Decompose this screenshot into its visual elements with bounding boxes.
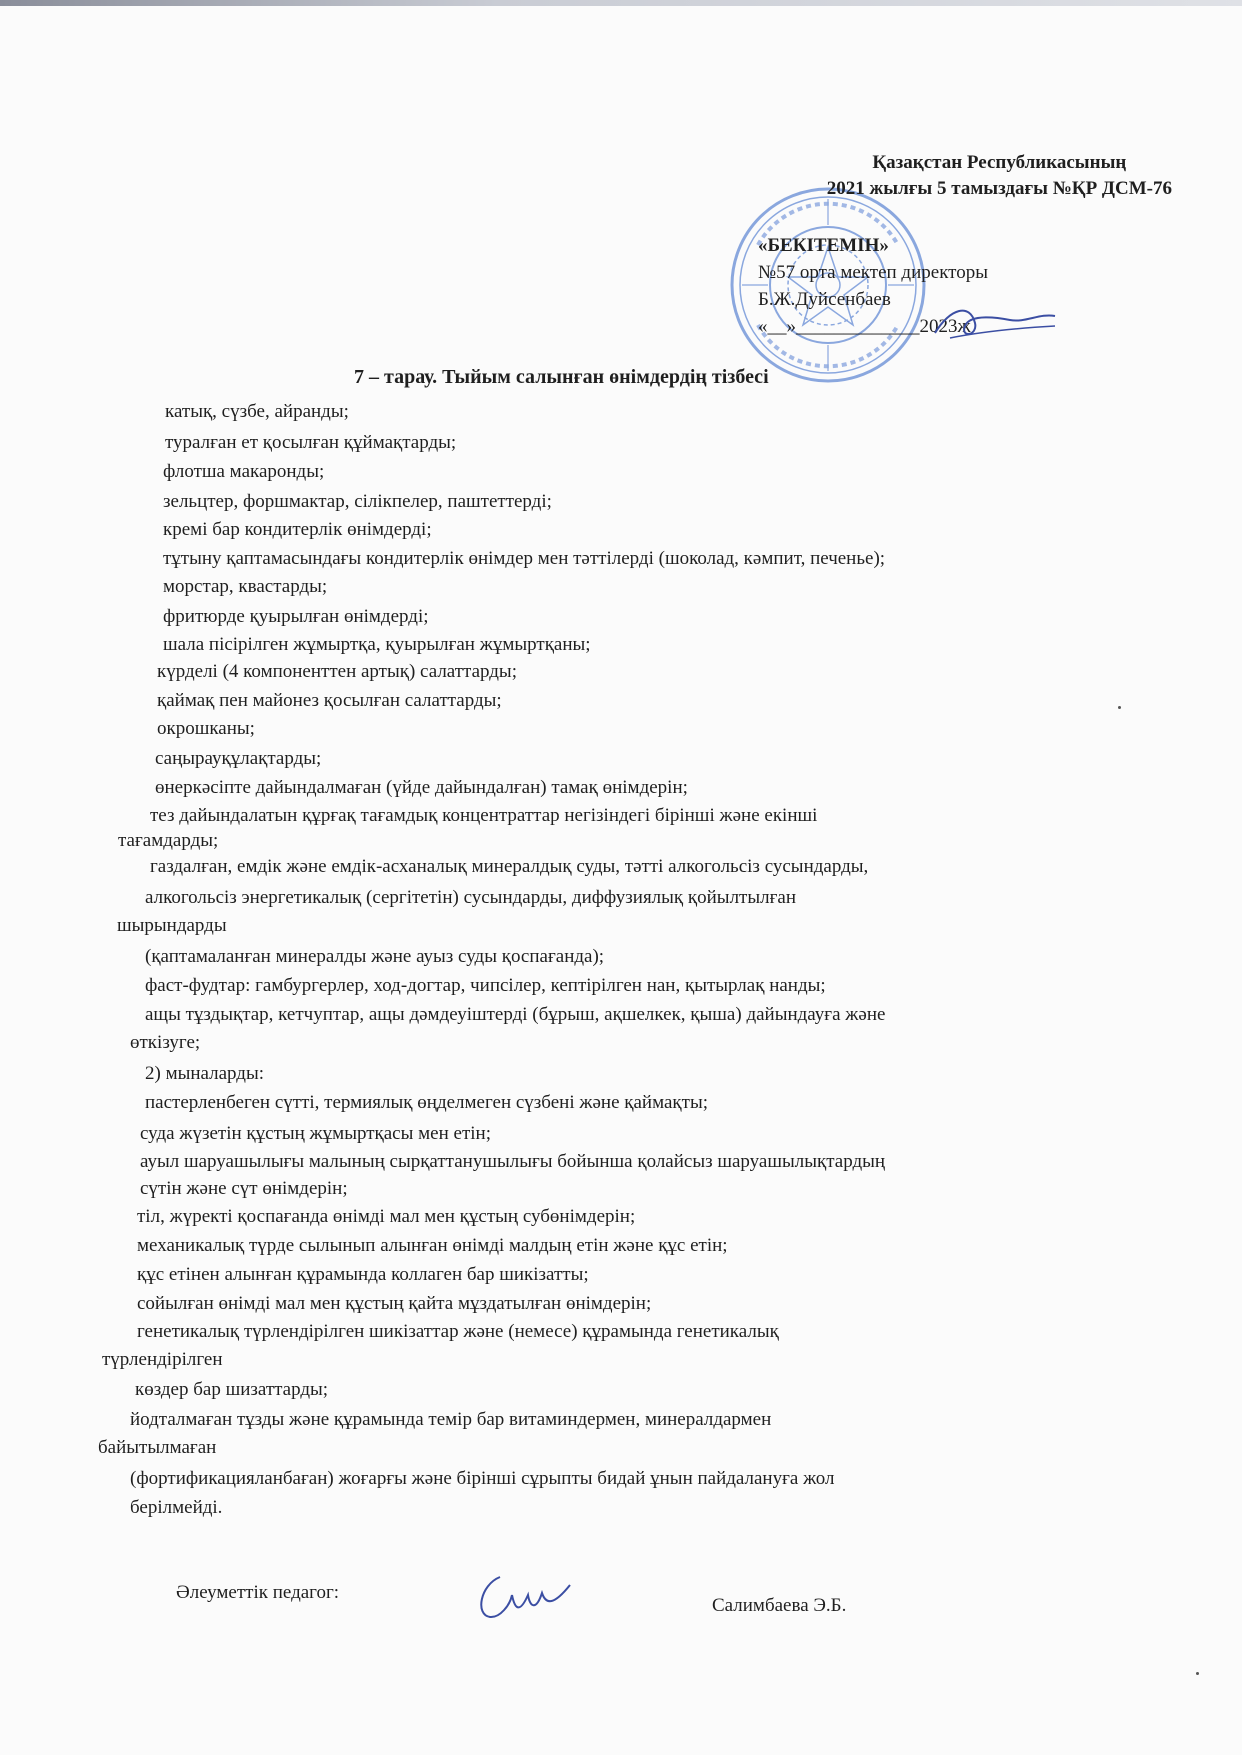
approval-director: №57 орта мектеп директоры [758, 262, 989, 283]
list-line: құс етінен алынған құрамында коллаген бар шикізатты; [137, 1264, 589, 1285]
list-line: 2) мыналарды: [145, 1063, 265, 1084]
list-line: фритюрде қуырылған өнімдерді; [163, 606, 429, 627]
list-line: алкогольсіз энергетикалық (сергітетін) сусындарды, диффузиялық қойылтылған [145, 887, 797, 908]
list-line: сойылған өнімді мал мен құстың қайта мұздатылған өнімдерін; [137, 1293, 652, 1314]
list-line: катық, сүзбе, айранды; [165, 401, 349, 422]
list-line: морстар, квастарды; [163, 576, 328, 597]
list-line: күрделі (4 компоненттен артық) салаттарды; [157, 661, 517, 682]
footer-name: Салимбаева Э.Б. [712, 1595, 847, 1616]
list-line: тағамдарды; [118, 830, 219, 851]
list-line: ащы тұздықтар, кетчуптар, ащы дәмдеуіштерді (бұрыш, ақшелкек, қыша) дайындауға және [145, 1004, 886, 1025]
list-line: сүтін және сүт өнімдерін; [140, 1178, 348, 1199]
pedagogue-signature [470, 1565, 580, 1625]
list-line: (фортификацияланбаған) жоғарғы және бірінші сұрыпты бидай ұнын пайдалануға жол [130, 1468, 835, 1489]
list-line: (қаптамаланған минералды және ауыз суды қоспағанда); [145, 946, 605, 967]
list-line: йодталмаған тұзды және құрамында темір бар витаминдермен, минералдармен [130, 1409, 772, 1430]
list-line: ауыл шаруашылығы малының сырқаттанушылығы бойынша қолайсыз шаруашылықтардың [140, 1151, 886, 1172]
approval-title: «БЕКІТЕМІН» [758, 235, 889, 256]
list-line: көздер бар шизаттарды; [135, 1379, 329, 1400]
list-line: қаймақ пен майонез қосылған салаттарды; [157, 690, 502, 711]
scan-speck [1118, 706, 1121, 709]
list-line: байытылмаған [98, 1437, 217, 1458]
header-line-1: Қазақстан Республикасының [872, 152, 1127, 173]
list-line: тұтыну қаптамасындағы кондитерлік өнімдер мен тәттілерді (шоколад, кәмпит, печенье); [163, 548, 886, 569]
list-line: суда жүзетін құстың жұмыртқасы мен етін; [140, 1123, 491, 1144]
director-signature [930, 298, 1060, 348]
list-line: шала пісірілген жұмыртқа, қуырылған жұмыртқаны; [163, 634, 591, 655]
list-line: пастерленбеген сүтті, термиялық өңделмеген сүзбені және қаймақты; [145, 1092, 709, 1113]
list-line: фаст-фудтар: гамбургерлер, ход-догтар, чипсілер, кептірілген нан, қытырлақ нанды; [145, 975, 826, 996]
list-line: зельцтер, форшмактар, сілікпелер, паштеттерді; [163, 491, 552, 512]
list-line: өткізуге; [130, 1032, 201, 1053]
list-line: берілмейді. [130, 1497, 223, 1518]
list-line: газдалған, емдік және емдік-асханалық минералдық суды, тәтті алкогольсіз сусындарды, [150, 856, 869, 877]
header-block [827, 150, 1172, 202]
approval-name: Б.Ж.Дуйсенбаев [758, 289, 891, 310]
list-line: тез дайындалатын құрғақ тағамдық концентраттар негізіндегі бірінші және екінші [150, 805, 818, 826]
scan-edge [0, 0, 1242, 6]
list-line: механикалық түрде сылынып алынған өнімді малдың етін және құс етін; [137, 1235, 728, 1256]
header-line-2: 2021 жылғы 5 тамыздағы №ҚР ДСМ-76 [826, 178, 1172, 199]
scan-speck [1196, 1672, 1199, 1675]
list-line: түрлендірілген [102, 1349, 223, 1370]
approval-date: «__»_____________2023ж [758, 316, 971, 337]
list-line: туралған ет қосылған құймақтарды; [165, 432, 457, 453]
list-line: саңырауқұлақтарды; [155, 748, 322, 769]
list-line: генетикалық түрлендірілген шикізаттар және (немесе) құрамында генетикалық [137, 1321, 779, 1342]
list-line: тіл, жүректі қоспағанда өнімді мал мен құстың субөнімдерін; [137, 1206, 636, 1227]
list-line: шырындарды [117, 915, 227, 936]
page-title: 7 – тарау. Тыйым салынған өнімдердің тізбесі [354, 366, 769, 388]
list-line: флотша макаронды; [163, 461, 325, 482]
footer-role: Әлеуметтік педагог: [176, 1582, 340, 1603]
list-line: окрошканы; [157, 718, 255, 739]
list-line: кремі бар кондитерлік өнімдерді; [163, 519, 432, 540]
list-line: өнеркәсіпте дайындалмаған (үйде дайындалған) тамақ өнімдерін; [155, 777, 688, 798]
